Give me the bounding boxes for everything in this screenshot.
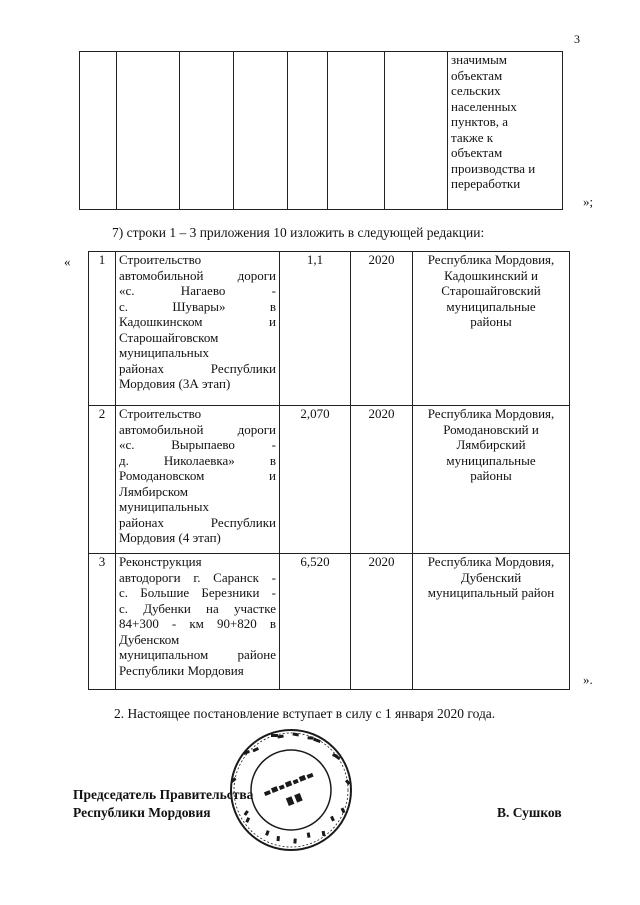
length-cell: 2,070 [280,406,351,554]
year-cell: 2020 [351,406,413,554]
table-row [89,406,570,554]
region-cell: Республика Мордовия, Кадошкинский и Старошайговский муниципальные районы [413,252,570,406]
row-number: 1 [89,252,116,406]
road-name-cell: Строительство автомобильной дороги «с. Вырыпаево - д. Николаевка» в Ромодановском и Лямбирском муниципальных районах Республики Мордовия (4 этап) [116,406,280,554]
table-row [89,252,570,406]
year-cell: 2020 [351,252,413,406]
region-cell: Республика Мордовия, Ромодановский и Лямбирский муниципальные районы [413,406,570,554]
signatory-name: В. Сушков [497,805,562,820]
prev-table-close-mark: »; [583,194,594,209]
road-name-cell: Строительство автомобильной дороги «с. Нагаево - с. Шувары» в Кадошкинском и Старошайговском муниципальных районах Республики Мордовия (3А этап) [116,252,280,406]
length-cell: 6,520 [280,554,351,690]
year-cell: 2020 [351,554,413,690]
previous-table [79,51,563,210]
road-name-cell: Реконструкция автодороги г. Саранск - с. Большие Березники - с. Дубенки на участке 84+300 - км 90+820 в Дубенском муниципальном районе Республики Мордовия [116,554,280,690]
table-row [80,52,563,210]
region-cell: Республика Мордовия, Дубенский муниципальный район [413,554,570,690]
row-number: 3 [89,554,116,690]
stamp-seal-icon [229,728,353,852]
closing-quote: ». [583,672,593,687]
official-stamp [229,728,353,852]
roads-table [88,251,570,690]
page-number: 3 [574,32,580,46]
length-cell: 1,1 [280,252,351,406]
prev-table-text-cell: значимым объектам сельских населенных пунктов, а также к объектам производства и переработки [448,52,563,210]
item-7-paragraph: 7) строки 1 – 3 приложения 10 изложить в следующей редакции: [112,225,485,240]
item-2-paragraph: 2. Настоящее постановление вступает в силу с 1 января 2020 года. [114,706,496,721]
signatory-title: Председатель Правительства Республики Мордовия [73,787,254,820]
row-number: 2 [89,406,116,554]
table-row [89,554,570,690]
opening-quote: « [64,254,71,269]
